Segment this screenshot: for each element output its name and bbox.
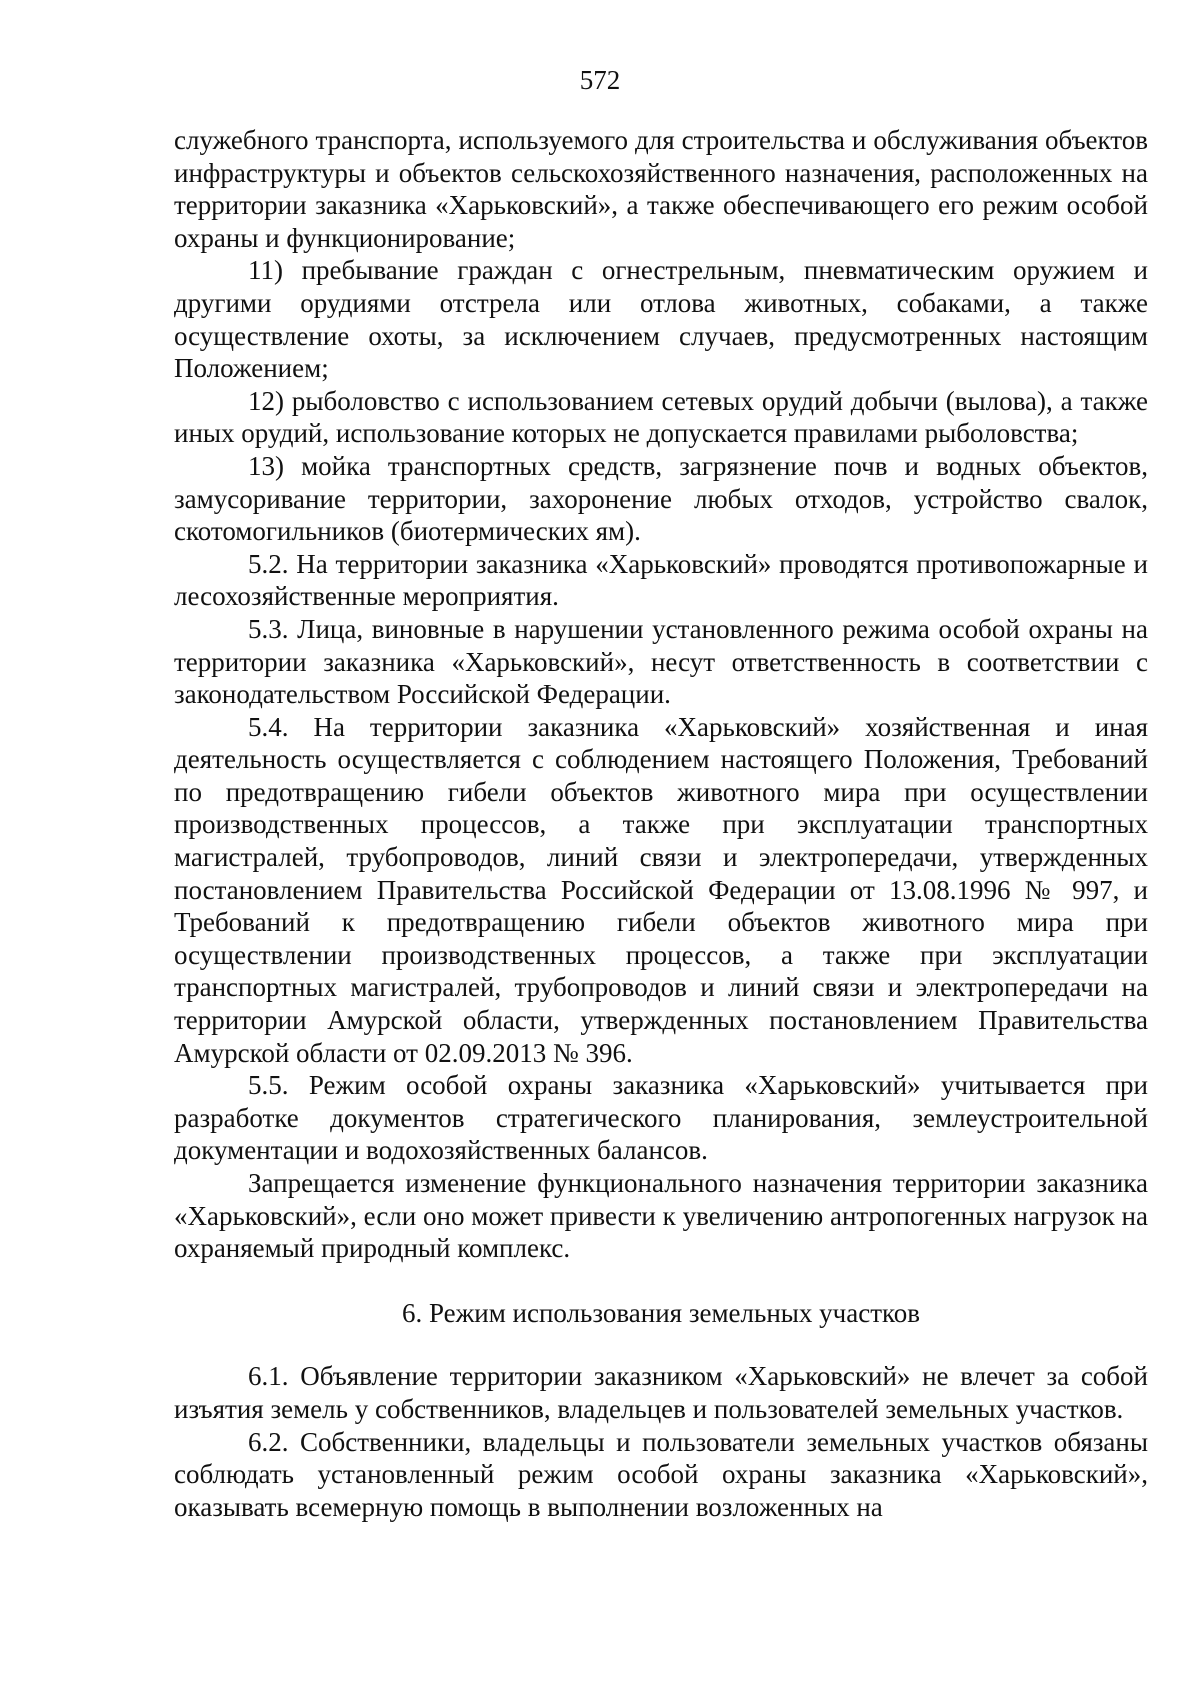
paragraph-6-2: 6.2. Собственники, владельцы и пользователи земельных участков обязаны соблюдать установленный режим особой охраны заказника «Харьковский», оказывать всемерную помощь в выполнении возложенных на [174, 1426, 1148, 1522]
paragraph-item-12: 12) рыболовство с использованием сетевых орудий добычи (вылова), а также иных орудий, использование которых не допускается правилами рыболовства; [174, 385, 1148, 449]
document-body [174, 124, 1148, 1523]
paragraph-prohibition: Запрещается изменение функционального назначения территории заказника «Харьковский», если оно может привести к увеличению антропогенных нагрузок на охраняемый природный комплекс. [174, 1168, 1148, 1264]
page-number: 572 [579, 65, 621, 95]
paragraph-5-5: 5.5. Режим особой охраны заказника «Харьковский» учитывается при разработке документов стратегического планирования, землеустроительной документации и водохозяйственных балансов. [174, 1070, 1148, 1166]
section-heading: 6. Режим использования земельных участков [401, 1297, 921, 1328]
paragraph-5-4: 5.4. На территории заказника «Харьковский» хозяйственная и иная деятельность осуществляется с соблюдением настоящего Положения, Требований по предотвращению гибели объектов животного мира при осуществлении производственных процессов, а также при эксплуатации транспортных магистралей, трубопроводов, линий связи и электропередачи, утвержденных постановлением Правительства Российской Федерации от 13.08.1996 № 997, и Требований к предотвращению гибели объектов животного мира при осуществлении производственных процессов, а также при эксплуатации транспортных магистралей, трубопроводов и линий связи и электропередачи на территории Амурской области, утвержденных постановлением Правительства Амурской области от 02.09.2013 № 396. [174, 711, 1148, 1068]
paragraph-transport-continuation: служебного транспорта, используемого для строительства и обслуживания объектов инфраструктуры и объектов сельскохозяйственного назначения, расположенных на территории заказника «Харьковский», а также обеспечивающего его режим особой охраны и функционирование; [174, 125, 1148, 253]
paragraph-5-2: 5.2. На территории заказника «Харьковский» проводятся противопожарные и лесохозяйственные мероприятия. [174, 548, 1148, 612]
paragraph-item-11: 11) пребывание граждан с огнестрельным, пневматическим оружием и другими орудиями отстрела или отлова животных, собаками, а также осуществление охоты, за исключением случаев, предусмотренных настоящим Положением; [174, 255, 1148, 384]
paragraph-6-1: 6.1. Объявление территории заказником «Харьковский» не влечет за собой изъятия земель у собственников, владельцев и пользователей земельных участков. [174, 1361, 1148, 1424]
paragraph-5-3: 5.3. Лица, виновные в нарушении установленного режима особой охраны на территории заказника «Харьковский», несут ответственность в соответствии с законодательством Российской Федерации. [174, 613, 1148, 710]
paragraph-item-13: 13) мойка транспортных средств, загрязнение почв и водных объектов, замусоривание территории, захоронение любых отходов, устройство свалок, скотомогильников (биотермических ям). [174, 450, 1148, 547]
